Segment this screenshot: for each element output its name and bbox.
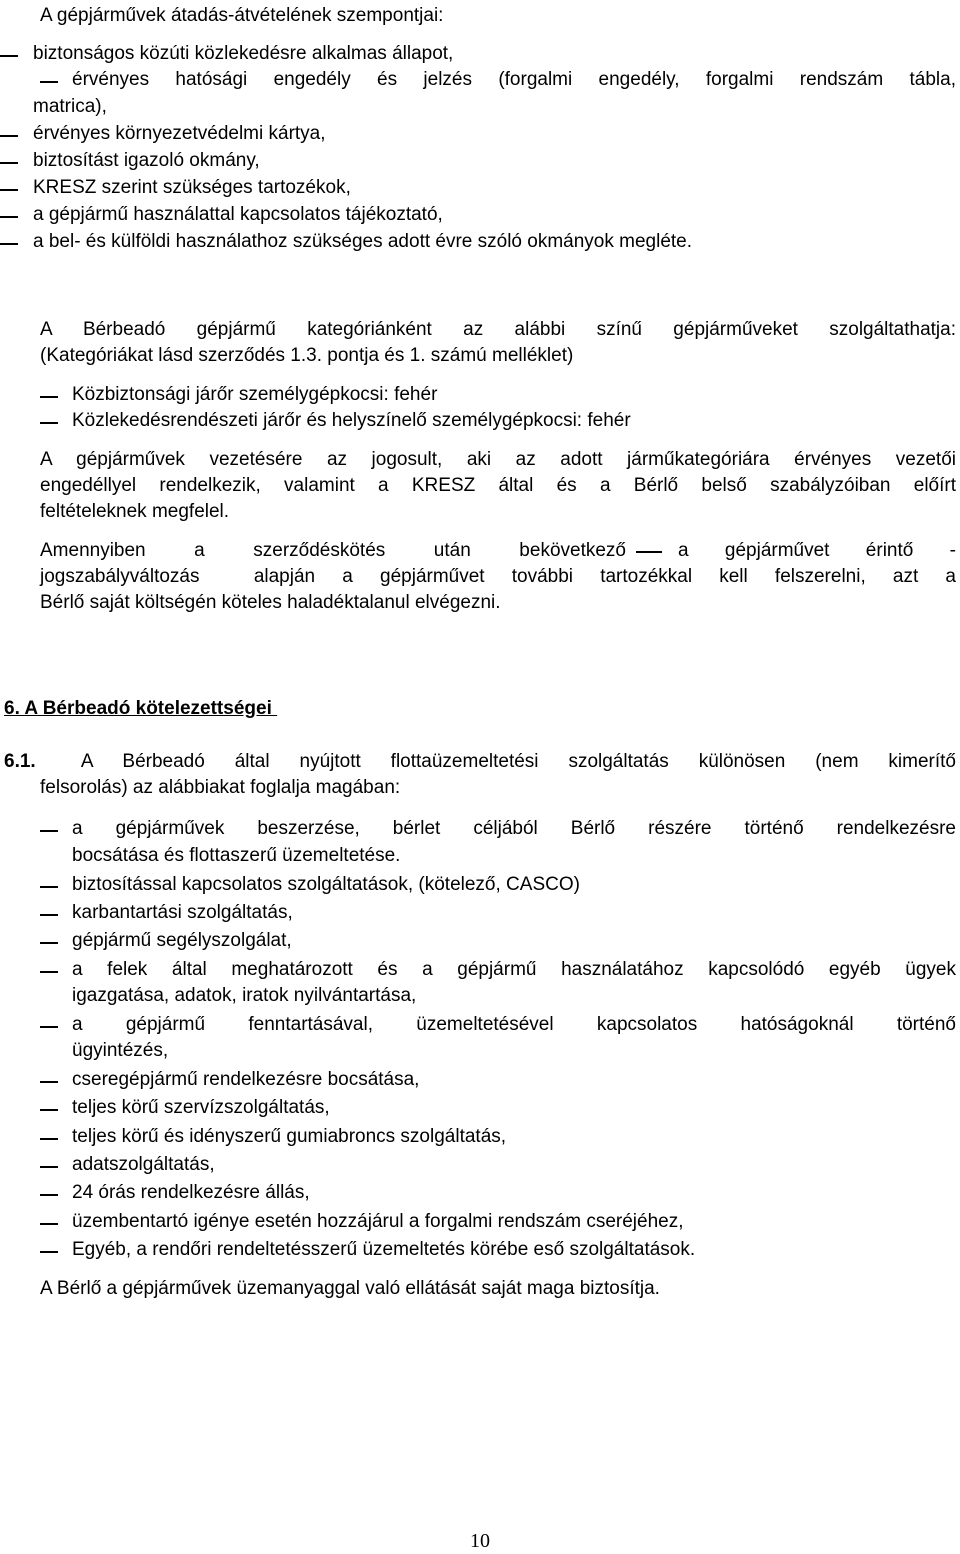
dash-bullet: [40, 422, 58, 424]
service-item: Egyéb, a rendőri rendeltetésszerű üzemeltetés körébe eső szolgáltatások.: [72, 1239, 696, 1260]
service-item: 24 órás rendelkezésre állás,: [72, 1182, 310, 1203]
dash-bullet: [0, 162, 18, 164]
dash-separator: [636, 551, 662, 553]
law-paragraph-line: a gépjárművet érintő -: [678, 540, 956, 561]
fuel-paragraph: A Bérlő a gépjárművek üzemanyaggal való ellátását saját maga biztosítja.: [40, 1278, 660, 1299]
dash-bullet: [40, 1223, 58, 1225]
service-item: biztosítással kapcsolatos szolgáltatások, (kötelező, CASCO): [72, 874, 580, 895]
dash-bullet: [0, 216, 18, 218]
drivers-paragraph-line: engedéllyel rendelkezik, valamint a KRESZ által és a Bérlő belső szabályzóiban előírt: [40, 475, 956, 496]
dash-bullet: [40, 886, 58, 888]
intro-heading: A gépjárművek átadás-átvételének szempontjai:: [40, 5, 444, 26]
service-item: teljes körű és idényszerű gumiabroncs szolgáltatás,: [72, 1126, 507, 1147]
section-title: 6. A Bérbeadó kötelezettségei: [4, 698, 278, 719]
service-item: a felek által meghatározott és a gépjármű használatához kapcsolódó egyéb ügyek: [72, 959, 956, 980]
dash-bullet: [40, 942, 58, 944]
dash-bullet: [0, 135, 18, 137]
dash-bullet: [40, 1081, 58, 1083]
law-paragraph-line: Amennyiben a szerződéskötés után bekövetkező: [40, 540, 626, 561]
dash-bullet: [40, 1251, 58, 1253]
intro-item-continuation: matrica),: [33, 96, 107, 117]
dash-bullet: [0, 243, 18, 245]
colors-item: Közlekedésrendészeti járőr és helyszínelő személygépkocsi: fehér: [72, 410, 631, 431]
drivers-paragraph-line: A gépjárművek vezetésére az jogosult, aki az adott járműkategóriára érvényes vezetői: [40, 449, 956, 470]
service-item: cseregépjármű rendelkezésre bocsátása,: [72, 1069, 420, 1090]
service-item: a gépjármű fenntartásával, üzemeltetésével kapcsolatos hatóságoknál történő: [72, 1014, 956, 1035]
dash-bullet: [40, 914, 58, 916]
dash-bullet: [40, 971, 58, 973]
page-number: 10: [470, 1530, 490, 1552]
dash-bullet: [40, 396, 58, 398]
colors-paragraph-line: (Kategóriákat lásd szerződés 1.3. pontja és 1. számú melléklet): [40, 345, 574, 366]
intro-item: a bel- és külföldi használathoz szükséges adott évre szóló okmányok megléte.: [33, 231, 693, 252]
drivers-paragraph-line: feltételeknek megfelel.: [40, 501, 230, 522]
dash-bullet: [40, 830, 58, 832]
service-item: gépjármű segélyszolgálat,: [72, 930, 292, 951]
subsection-line: felsorolás) az alábbiakat foglalja magában:: [40, 777, 401, 798]
service-item-continuation: igazgatása, adatok, iratok nyilvántartása,: [72, 985, 417, 1006]
intro-item: biztosítást igazoló okmány,: [33, 150, 260, 171]
intro-item: érvényes hatósági engedély és jelzés (forgalmi engedély, forgalmi rendszám tábla,: [72, 69, 956, 90]
law-paragraph-line: jogszabályváltozás alapján a gépjárművet további tartozékkal kell felszerelni, azt a: [40, 566, 956, 587]
service-item-continuation: bocsátása és flottaszerű üzemeltetése.: [72, 845, 401, 866]
subsection-line: A Bérbeadó által nyújtott flottaüzemeltetési szolgáltatás különösen (nem kimerítő: [52, 751, 956, 772]
service-item: karbantartási szolgáltatás,: [72, 902, 293, 923]
dash-bullet: [40, 81, 58, 83]
service-item: üzembentartó igénye esetén hozzájárul a forgalmi rendszám cseréjéhez,: [72, 1211, 684, 1232]
dash-bullet: [0, 55, 18, 57]
intro-item: KRESZ szerint szükséges tartozékok,: [33, 177, 351, 198]
subsection-number: 6.1.: [4, 751, 36, 772]
intro-item: a gépjármű használattal kapcsolatos tájékoztató,: [33, 204, 443, 225]
service-item: adatszolgáltatás,: [72, 1154, 215, 1175]
colors-paragraph-line: A Bérbeadó gépjármű kategóriánként az alábbi színű gépjárműveket szolgáltathatja:: [40, 319, 956, 340]
dash-bullet: [40, 1138, 58, 1140]
law-paragraph-line: Bérlő saját költségén köteles haladéktalanul elvégezni.: [40, 592, 501, 613]
service-item: a gépjárművek beszerzése, bérlet céljából Bérlő részére történő rendelkezésre: [72, 818, 956, 839]
service-item-continuation: ügyintézés,: [72, 1040, 169, 1061]
dash-bullet: [40, 1109, 58, 1111]
service-item: teljes körű szervízszolgáltatás,: [72, 1097, 330, 1118]
intro-item: érvényes környezetvédelmi kártya,: [33, 123, 326, 144]
dash-bullet: [40, 1166, 58, 1168]
intro-item: biztonságos közúti közlekedésre alkalmas állapot,: [33, 43, 454, 64]
dash-bullet: [0, 189, 18, 191]
dash-bullet: [40, 1026, 58, 1028]
dash-bullet: [40, 1194, 58, 1196]
colors-item: Közbiztonsági járőr személygépkocsi: fehér: [72, 384, 438, 405]
